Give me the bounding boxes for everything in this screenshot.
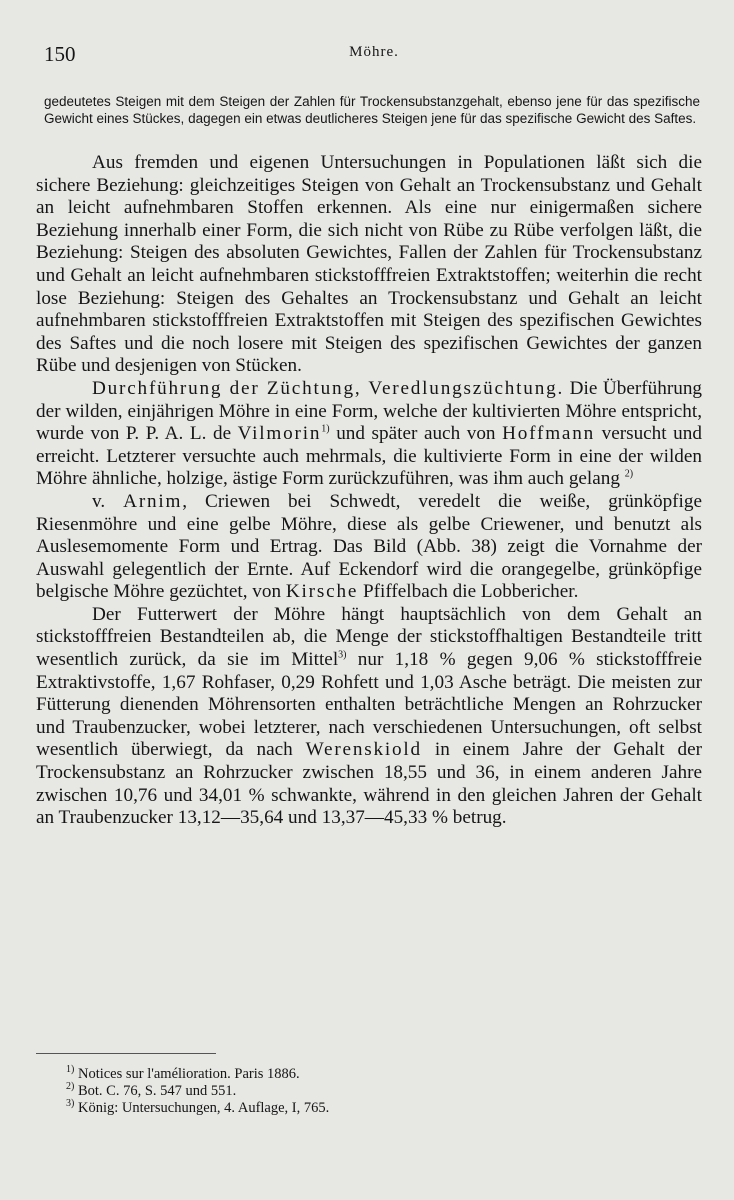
footnote-ref: 3) [338, 649, 347, 661]
author-name: Vilmorin [237, 423, 322, 445]
running-title: Möhre. [349, 44, 399, 60]
footnote-ref: 1) [321, 423, 330, 435]
footnote: $^{2)}$ Bot. C. 76, S. 547 und 551. [66, 1081, 237, 1099]
small-print-paragraph: gedeutetes Steigen mit dem Steigen der Zahlen für Trockensubstanzgehalt, ebenso jene für das spezifische Gewicht eines Stückes, dagegen ein etwas deutlicheres Steigen jene für das spezifische Gewicht des Saftes. [44, 94, 700, 126]
author-name: Kirsche [285, 581, 359, 603]
footnote: $^{1)}$ Notices sur l'amélioration. Paris 1886. [66, 1064, 300, 1082]
footnotes [66, 1066, 666, 1117]
main-text [36, 152, 702, 830]
footnote: $^{3)}$ König: Untersuchungen, 4. Auflage, I, 765. [66, 1098, 330, 1116]
page-number: 150 [44, 42, 76, 66]
section-heading: Durchführung der Züchtung, Veredlungszüchtung. [92, 377, 565, 399]
paragraph-breeding: Durchführung der Züchtung, Veredlungszüchtung. Die Überführung der wilden, einjährigen Möhre in eine Form, welche der kultivierten Möhre entspricht, wurde von P. P. A. L. de Vilmorin$^{1)}$ und später auch von Hoffmann versucht und erreicht. Letzterer versuchte auch mehrmals, die kultivierte Form in eine der wilden Möhre ähnliche, holzige, ästige Form zurückzuführen, was ihm auch gelang $^{2)}$ [36, 377, 703, 490]
author-name: Hoffmann [502, 423, 596, 445]
author-name: Werenskiold [305, 739, 422, 761]
author-name: Arnim [123, 490, 183, 512]
page-header [44, 42, 704, 68]
paragraph-feed-value: Der Futterwert der Möhre hängt hauptsächlich von dem Gehalt an stickstofffreien Bestandteilen ab, die Menge der stickstoffhaltigen Bestandteile tritt wesentlich zurück, da sie im Mittel$^{3)}$ nur 1,18 % gegen 9,06 % stickstofffreie Extraktivstoffe, 1,67 Rohfaser, 0,29 Rohfett und 1,03 Asche beträgt. Die meisten zur Fütterung dienenden Möhrensorten enthalten beträchtliche Mengen an Rohrzucker und Traubenzucker, wobei letzterer, nach verschiedenen Untersuchungen, oft selbst wesentlich überwiegt, da nach Werenskiold in einem Jahre der Gehalt der Trockensubstanz an Rohrzucker zwischen 18,55 und 36, in einem anderen Jahre zwischen 10,76 und 34,01 % schwankte, während in den gleichen Jahren der Gehalt an Traubenzucker 13,12—35,64 und 13,37—45,33 % betrug. [36, 603, 702, 829]
paragraph-populations: Aus fremden und eigenen Untersuchungen in Populationen läßt sich die sichere Beziehung: gleichzeitiges Steigen von Gehalt an Trockensubstanz und Gehalt an leicht aufnehmbaren Stoffen erkennen. Als eine nur einigermaßen sichere Beziehung innerhalb einer Form, die sich nicht von Rübe zu Rübe verfolgen läßt, die Beziehung: Steigen des absoluten Gewichtes, Fallen der Zahlen für Trockensubstanz und Gehalt an leicht aufnehmbaren stickstofffreien Extraktstoffen; weiterhin die recht lose Beziehung: Steigen des Gehaltes an Trockensubstanz und Gehalt an leicht aufnehmbaren stickstofffreien Extraktstoffen mit Steigen des spezifischen Gewichtes des Saftes und die noch losere mit Steigen des spezifischen Gewichtes der ganzen Rübe und desjenigen von Stücken. [36, 152, 702, 377]
footnote-ref: 2) [624, 468, 634, 480]
paragraph-arnim: v. Arnim, Criewen bei Schwedt, veredelt die weiße, grünköpfige Riesenmöhre und eine gelbe Möhre, diese als gelbe Criewener, und benutzt als Auslesemomente Form und Ertrag. Das Bild (Abb. 38) zeigt die Vornahme der Auswahl gelegentlich der Ernte. Auf Eckendorf wird die orangegelbe, grünköpfige belgische Möhre gezüchtet, von Kirsche Pfiffelbach die Lobbericher. [36, 490, 702, 603]
footnote-divider [36, 1053, 216, 1054]
